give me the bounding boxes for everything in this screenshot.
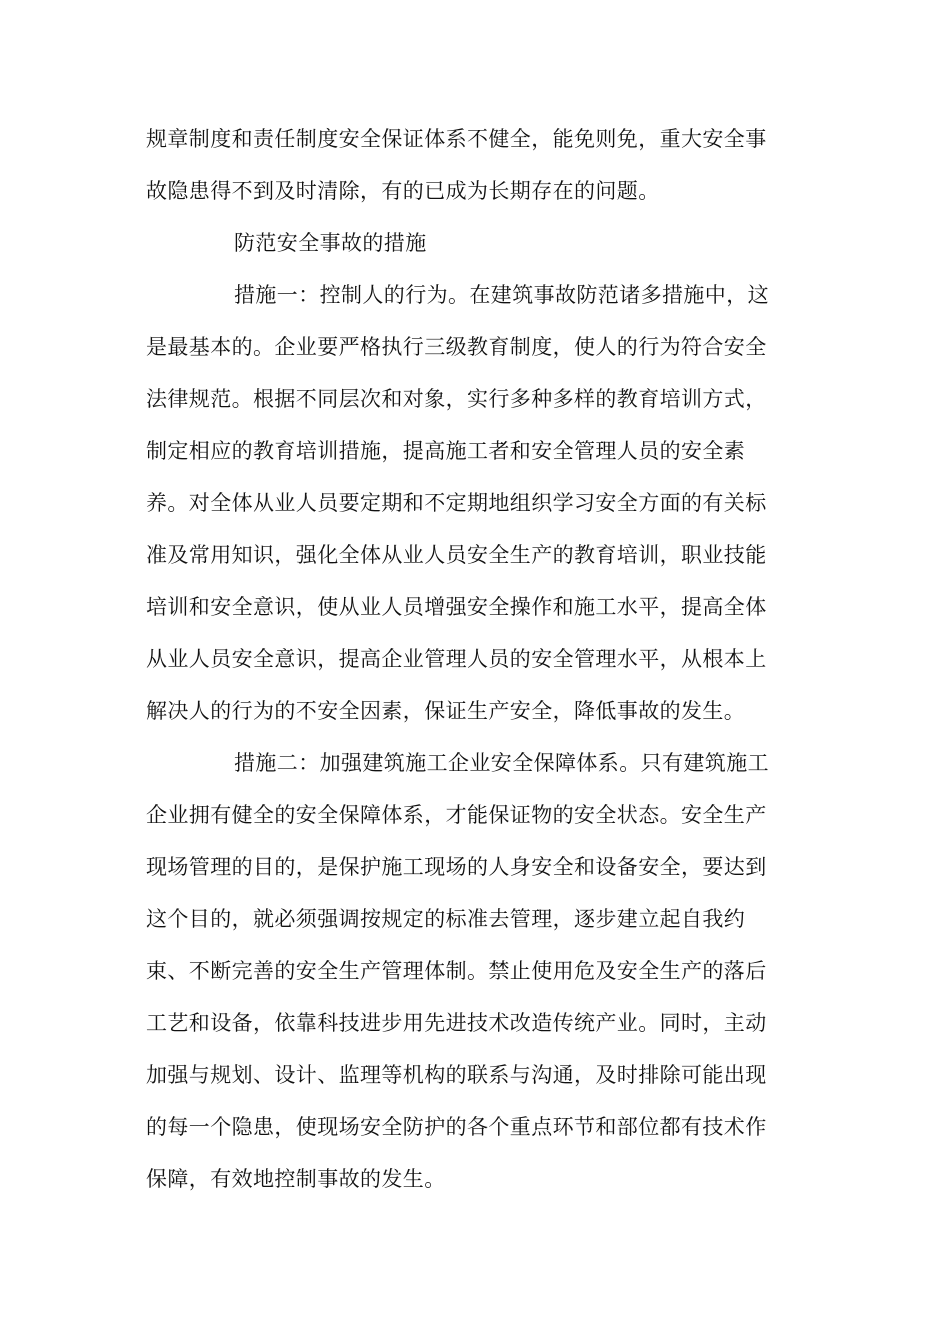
text-line: 培训和安全意识，使从业人员增强安全操作和施工水平，提高全体	[146, 595, 767, 619]
text-line: 从业人员安全意识，提高企业管理人员的安全管理水平，从根本上	[146, 647, 767, 671]
section-heading: 防范安全事故的措施	[234, 231, 427, 255]
text-line: 这个目的，就必须强调按规定的标准去管理，逐步建立起自我约	[146, 907, 746, 931]
text-line: 准及常用知识，强化全体从业人员安全生产的教育培训，职业技能	[146, 543, 767, 567]
paragraph-start-line: 措施一：控制人的行为。在建筑事故防范诸多措施中，这	[234, 283, 769, 307]
text-line: 企业拥有健全的安全保障体系，才能保证物的安全状态。安全生产	[146, 803, 767, 827]
text-line: 养。对全体从业人员要定期和不定期地组织学习安全方面的有关标	[146, 491, 767, 515]
text-line: 故隐患得不到及时清除，有的已成为长期存在的问题。	[146, 179, 660, 203]
text-line: 束、不断完善的安全生产管理体制。禁止使用危及安全生产的落后	[146, 959, 767, 983]
text-line: 加强与规划、设计、监理等机构的联系与沟通，及时排除可能出现	[146, 1063, 767, 1087]
text-line: 规章制度和责任制度安全保证体系不健全，能免则免，重大安全事	[146, 127, 767, 151]
text-line: 工艺和设备，依靠科技进步用先进技术改造传统产业。同时，主动	[146, 1011, 767, 1035]
text-line: 法律规范。根据不同层次和对象，实行多种多样的教育培训方式，	[146, 387, 767, 411]
text-line: 解决人的行为的不安全因素，保证生产安全，降低事故的发生。	[146, 699, 746, 723]
text-line: 保障，有效地控制事故的发生。	[146, 1167, 446, 1191]
text-line: 的每一个隐患，使现场安全防护的各个重点环节和部位都有技术作	[146, 1115, 767, 1139]
text-line: 制定相应的教育培训措施，提高施工者和安全管理人员的安全素	[146, 439, 746, 463]
text-line: 现场管理的目的，是保护施工现场的人身安全和设备安全，要达到	[146, 855, 767, 879]
paragraph-start-line: 措施二：加强建筑施工企业安全保障体系。只有建筑施工	[234, 751, 769, 775]
text-line: 是最基本的。企业要严格执行三级教育制度，使人的行为符合安全	[146, 335, 767, 359]
document-body	[146, 113, 802, 1205]
